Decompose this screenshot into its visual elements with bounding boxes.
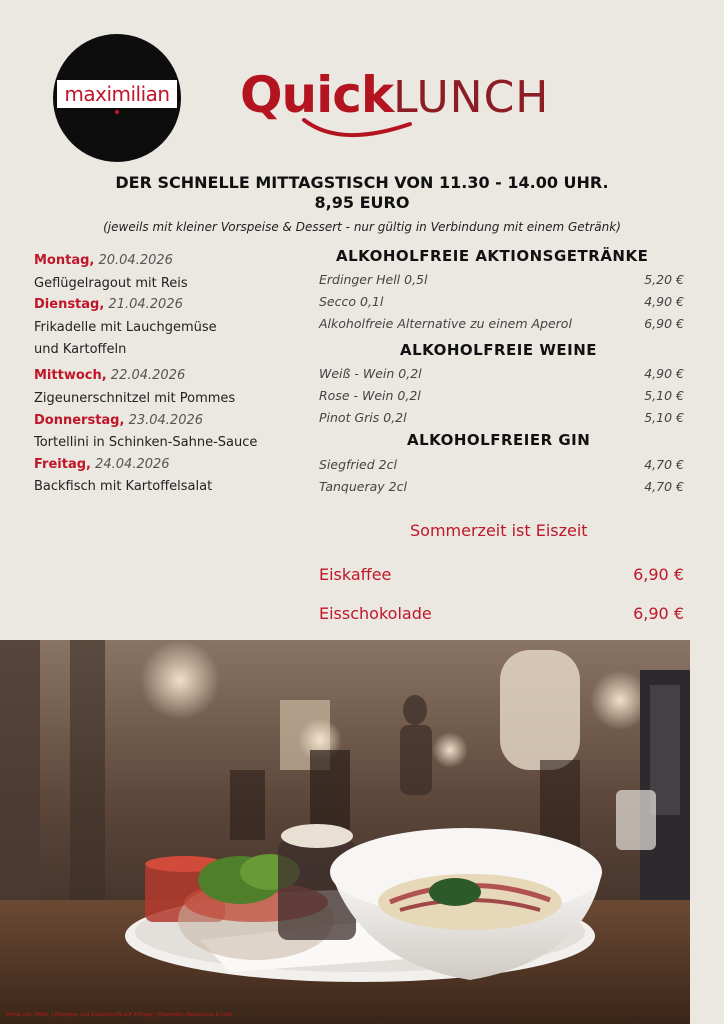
ice-row: Eisschokolade 6,90 € [319, 604, 684, 623]
logo-dot [115, 110, 119, 114]
dish-tuesday-line1: Frikadelle mit Lauchgemüse [34, 320, 217, 335]
logo-text: maximilian [64, 82, 170, 106]
drink-row: Secco 0,1l 4,90 € [319, 294, 684, 309]
dish-tuesday-line2: und Kartoffeln [34, 342, 127, 357]
day-friday: Freitag, 24.04.2026 [34, 457, 170, 472]
section-title-aktionsgetraenke: ALKOHOLFREIE AKTIONSGETRÄNKE [336, 247, 649, 265]
title-quick: Quick [240, 66, 394, 124]
drink-row: Rose - Wein 0,2l 5,10 € [319, 388, 684, 403]
maximilian-logo [53, 34, 181, 162]
day-thursday: Donnerstag, 23.04.2026 [34, 413, 204, 428]
summer-heading: Sommerzeit ist Eiszeit [410, 521, 588, 540]
drink-row: Weiß - Wein 0,2l 4,90 € [319, 366, 684, 381]
dish-thursday: Tortellini in Schinken-Sahne-Sauce [34, 435, 258, 450]
footer-fine-print: Preise inkl. MwSt. | Allergene und Zusatzstoffe auf Anfrage | Maximilian Restaurant & Café [6, 1012, 233, 1018]
day-tuesday: Dienstag, 21.04.2026 [34, 297, 183, 312]
section-title-weine: ALKOHOLFREIE WEINE [400, 341, 597, 359]
drink-row: Siegfried 2cl 4,70 € [319, 457, 684, 472]
day-monday: Montag, 20.04.2026 [34, 253, 173, 268]
dish-wednesday: Zigeunerschnitzel mit Pommes [34, 391, 236, 406]
title-swoosh [300, 118, 420, 144]
restaurant-photo-art [0, 640, 690, 1024]
day-wednesday: Mittwoch, 22.04.2026 [34, 368, 186, 383]
title-lunch: LUNCH [393, 72, 550, 123]
drink-row: Erdinger Hell 0,5l 5,20 € [319, 272, 684, 287]
restaurant-photo [0, 640, 690, 1024]
section-title-gin: ALKOHOLFREIER GIN [407, 431, 591, 449]
hours-heading: DER SCHNELLE MITTAGSTISCH VON 11.30 - 14.00 UHR. [115, 173, 609, 192]
dish-monday: Geflügelragout mit Reis [34, 276, 188, 291]
dish-friday: Backfisch mit Kartoffelsalat [34, 479, 213, 494]
menu-note: (jeweils mit kleiner Vorspeise & Dessert - nur gültig in Verbindung mit einem Getränk) [103, 220, 621, 234]
drink-row: Alkoholfreie Alternative zu einem Aperol 6,90 € [319, 316, 684, 331]
drink-row: Tanqueray 2cl 4,70 € [319, 479, 684, 494]
ice-row: Eiskaffee 6,90 € [319, 565, 684, 584]
drink-row: Pinot Gris 0,2l 5,10 € [319, 410, 684, 425]
price-heading: 8,95 EURO [314, 193, 410, 212]
